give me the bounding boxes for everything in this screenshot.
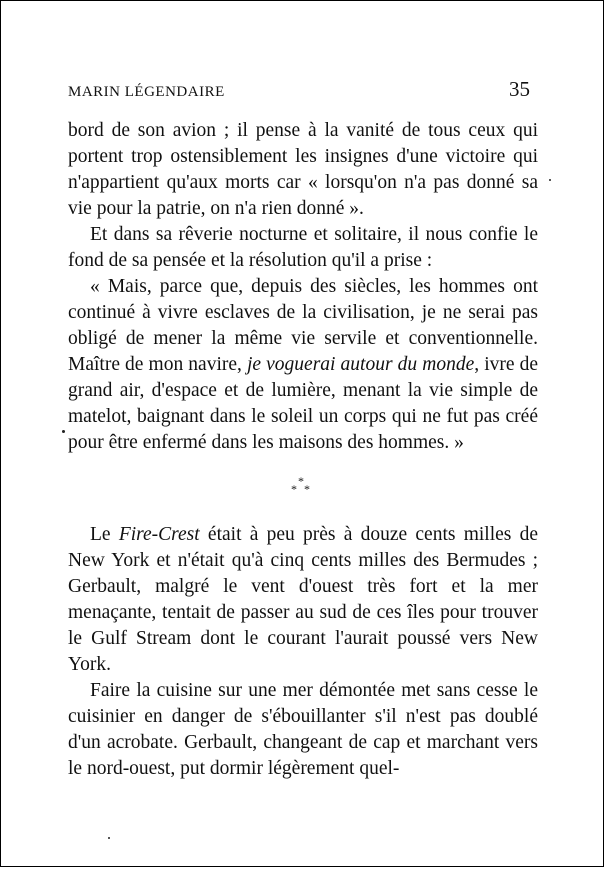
fire-crest-lead: Le: [90, 524, 119, 545]
page-header: [68, 77, 530, 102]
dinkus-star-left: *: [291, 482, 297, 496]
quote-italic: je voguerai autour du monde: [247, 354, 475, 375]
scan-speck: [549, 179, 551, 181]
text-block-bottom: [68, 522, 538, 782]
quote-text-end: , ivre de grand air, d'espace et de lumière, menant la vie simple de matelot, baignant dans le soleil un corps qui ne fut pas créé pour être enfermé dans les maisons des hommes. »: [68, 354, 538, 453]
dinkus-star-top: *: [298, 474, 304, 488]
dinkus-star-right: *: [304, 482, 310, 496]
paragraph-avion: bord de son avion ; il pense à la vanité de tous ceux qui portent trop ostensiblement les insignes d'une victoire qui n'appartient qu'aux morts car « lorsqu'on n'a pas donné sa vie pour la patrie, on n'a rien donné ».: [68, 120, 538, 219]
quote-text-start: « Mais, parce que, depuis des siècles, les hommes ont continué à vivre esclaves de la civilisation, je ne serai pas obligé de mener la même vie servile et conventionnelle. Maître de mon navire,: [68, 276, 538, 375]
paragraph-fire-crest: [68, 522, 538, 678]
scan-speck: [108, 837, 110, 839]
quote-paragraph: [68, 274, 538, 456]
scan-speck: [62, 430, 65, 433]
running-title: MARIN LÉGENDAIRE: [68, 84, 225, 100]
ship-name-italic: Fire-Crest: [118, 524, 200, 545]
fire-crest-text: était à peu près à douze cents milles de New York et n'était qu'à cinq cents milles des Bermudes ; Gerbault, malgré le vent d'ouest très fort et la mer menaçante, tentait de passer au sud de ces îles pour trouver le Gulf Stream dont le courant l'aurait poussé vers New York.: [68, 524, 538, 675]
paragraph-reverie: Et dans sa rêverie nocturne et solitaire, il nous confie le fond de sa pensée et la résolution qu'il a prise :: [68, 224, 538, 271]
text-block-top: [68, 118, 538, 456]
section-dinkus: [291, 475, 313, 495]
page-number: 35: [509, 77, 530, 101]
paragraph-cuisine: Faire la cuisine sur une mer démontée met sans cesse le cuisinier en danger de s'ébouillanter s'il n'est pas doublé d'un acrobate. Gerbault, changeant de cap et marchant vers le nord-ouest, put dormir légèrement quel-: [68, 680, 538, 779]
